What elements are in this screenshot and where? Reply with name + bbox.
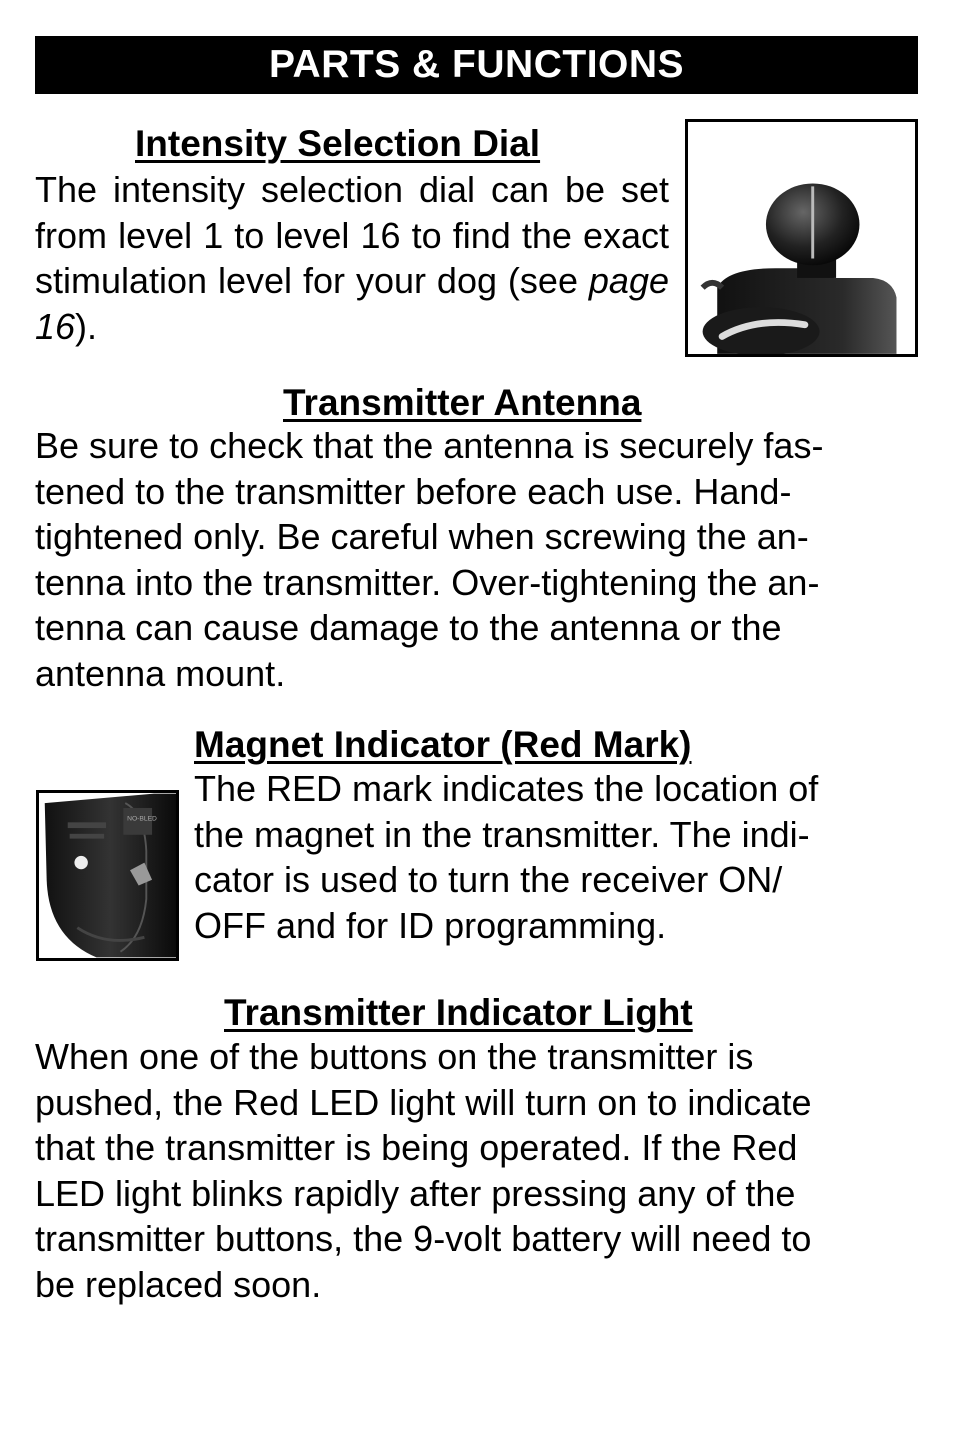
light-heading: Transmitter Indicator Light bbox=[224, 992, 693, 1033]
antenna-description: Be sure to check that the antenna is securely fas- tened to the transmitter before each use. Hand- tightened only. Be careful when screwing the an- tenna into the transmitter. Over-tightening the an- tenna can cause damage to the antenna or the antenna mount. bbox=[35, 425, 824, 694]
svg-text:NO-BLED: NO-BLED bbox=[127, 815, 157, 823]
dial-description: The intensity selection dial can be set from level 1 to level 16 to find the exact stimulation level for your dog (see page 16). bbox=[35, 169, 669, 347]
transmitter-side-illustration bbox=[39, 793, 176, 958]
magnet-description: The RED mark indicates the location of the magnet in the transmitter. The indi- cator is used to turn the receiver ON/ OFF and for ID programming. bbox=[194, 768, 819, 946]
dial-photo bbox=[685, 119, 918, 357]
dial-heading: Intensity Selection Dial bbox=[135, 123, 541, 164]
section-banner bbox=[35, 36, 918, 94]
antenna-heading: Transmitter Antenna bbox=[283, 382, 642, 423]
banner-title: PARTS & FUNCTIONS bbox=[268, 43, 685, 86]
page-reference: page 16 bbox=[35, 260, 669, 347]
light-description: When one of the buttons on the transmitter is pushed, the Red LED light will turn on to indicate that the transmitter is being operated. If the Red LED light blinks rapidly after pressing any of the transmitter buttons, the 9-volt battery will need to be replaced soon. bbox=[35, 1036, 812, 1305]
magnet-heading: Magnet Indicator (Red Mark) bbox=[194, 724, 692, 765]
dial-knob-illustration bbox=[688, 122, 915, 354]
transmitter-photo bbox=[36, 790, 179, 961]
